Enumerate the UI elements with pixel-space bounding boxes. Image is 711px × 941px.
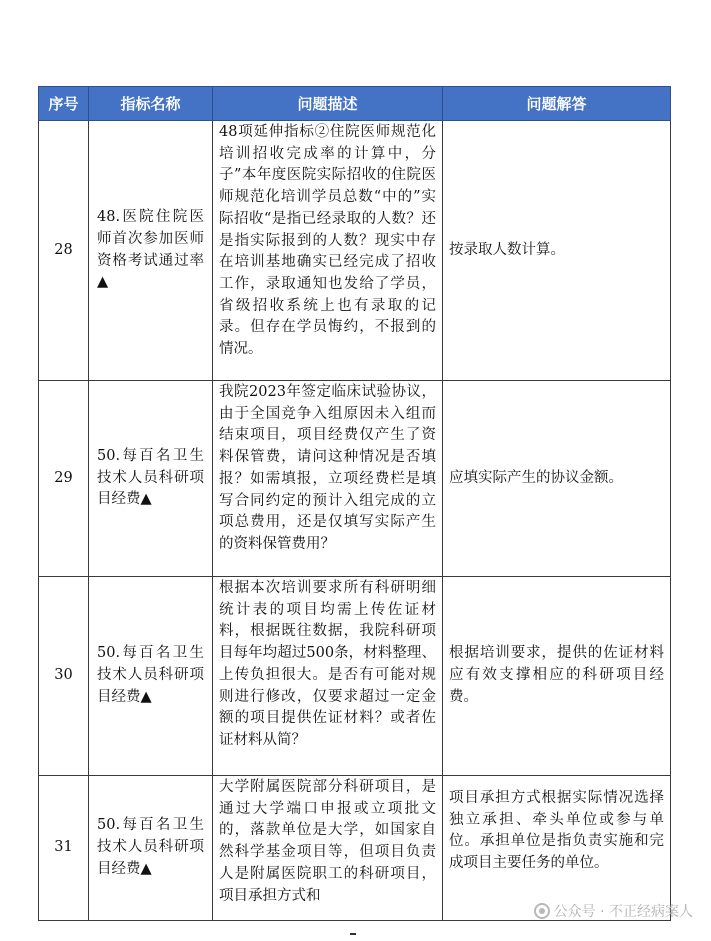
table-row	[39, 381, 671, 577]
row-answer: 根据培训要求，提供的佐证材料应有效支撑相应的科研项目经费。	[443, 577, 671, 776]
row-question-cell	[213, 776, 443, 921]
row-question: 我院2023年签定临床试验协议，由于全国竞争入组原因未入组而结束项目，项目经费仅产生了资料保管费，请问这种情况是否填报？如需填报，立项经费栏是填写合同约定的预计入组完成的立项总费用，还是仅填写实际产生的资料保管费用？	[213, 381, 443, 577]
row-index: 31	[39, 776, 89, 921]
row-indicator: 50.每百名卫生技术人员科研项目经费▲	[89, 776, 213, 921]
header-question: 问题描述	[213, 87, 443, 121]
watermark	[534, 901, 693, 921]
row-indicator: 50.每百名卫生技术人员科研项目经费▲	[89, 577, 213, 776]
row-index: 30	[39, 577, 89, 776]
row-indicator: 50.每百名卫生技术人员科研项目经费▲	[89, 381, 213, 577]
header-index: 序号	[39, 87, 89, 121]
wechat-icon	[534, 903, 550, 919]
row-index: 29	[39, 381, 89, 577]
table-row	[39, 121, 671, 381]
row-indicator: 48.医院住院医师首次参加医师资格考试通过率▲	[89, 121, 213, 381]
qa-table	[38, 86, 671, 921]
header-indicator: 指标名称	[89, 87, 213, 121]
row-answer: 应填实际产生的协议金额。	[443, 381, 671, 577]
table-header-row	[39, 87, 671, 121]
header-answer: 问题解答	[443, 87, 671, 121]
row-question: 根据本次培训要求所有科研明细统计表的项目均需上传佐证材料，根据既往数据，我院科研项目每年均超过500条，材料整理、上传负担很大。是否有可能对规则进行修改，仅要求超过一定金额的项目提供佐证材料？或者佐证材料从简？	[213, 577, 443, 776]
watermark-text: 公众号 · 不正经病案人	[553, 904, 693, 920]
page-number-mark	[350, 933, 356, 935]
row-answer: 按录取人数计算。	[443, 121, 671, 381]
row-index: 28	[39, 121, 89, 381]
row-answer: 项目承担方式根据实际情况选择独立承担、牵头单位或参与单位。承担单位是指负责实施和完成项目主要任务的单位。	[443, 776, 671, 921]
table-row	[39, 577, 671, 776]
table-row	[39, 776, 671, 921]
row-question: 大学附属医院部分科研项目，是通过大学端口申报或立项批文的，落款单位是大学，如国家自然科学基金项目等，但项目负责人是附属医院职工的科研项目，项目承担方式和	[219, 779, 436, 904]
row-question: 48项延伸指标②住院医师规范化培训招收完成率的计算中，分子”本年度医院实际招收的住院医师规范化培训学员总数“中的”实际招收“是指已经录取的人数？还是指实际报到的人数？现实中存在培训基地确实已经完成了招收工作，录取通知也发给了学员，省级招收系统上也有录取的记录。但存在学员悔约，不报到的情况。	[213, 121, 443, 381]
